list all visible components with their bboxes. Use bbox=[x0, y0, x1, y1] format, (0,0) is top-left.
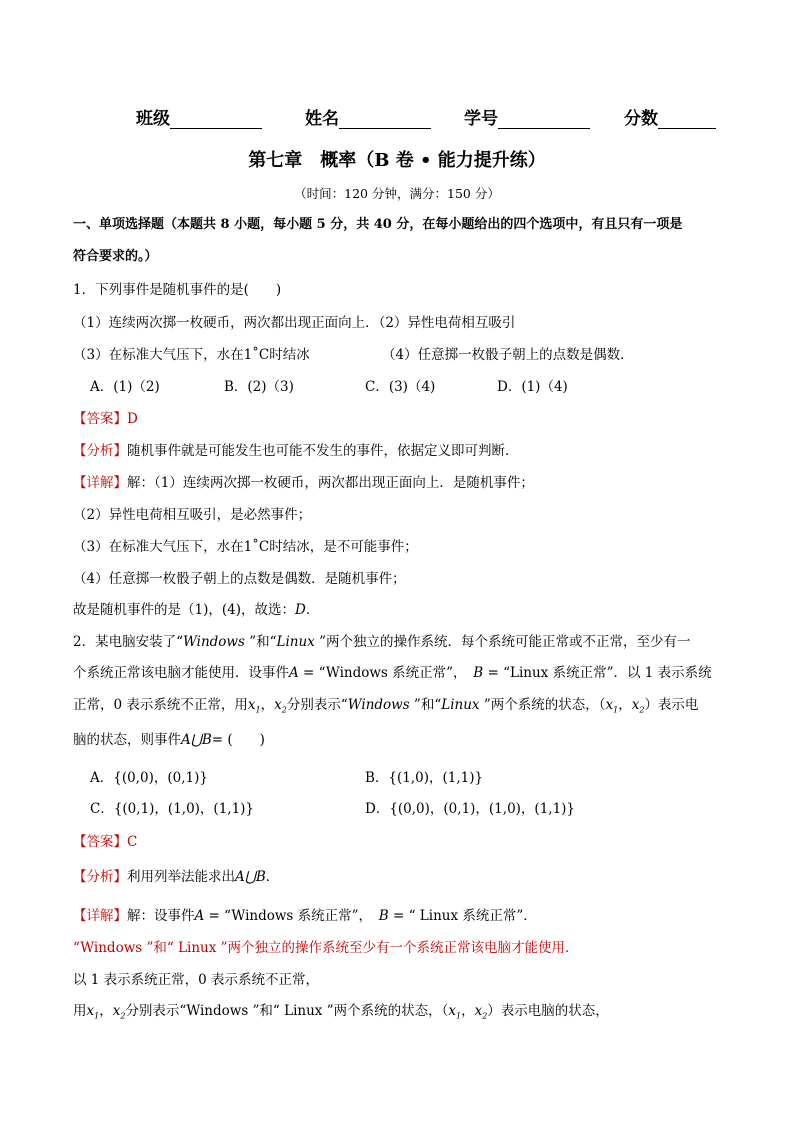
q2-detail-set-b: B bbox=[378, 908, 389, 924]
page-title: 第七章 概率（B 卷 • 能力提升练） bbox=[248, 150, 546, 171]
q2-l3-d: ”两个系统的状态，（ bbox=[479, 697, 606, 713]
q2-l1-a: 2．某电脑安装了“ bbox=[73, 634, 183, 650]
q2-detail bbox=[73, 907, 537, 925]
student-id-label: 学号 bbox=[464, 109, 498, 129]
q2-union: A⋃B bbox=[181, 732, 212, 748]
q1-item-4: （4）任意掷一枚骰子朝上的点数是偶数． bbox=[382, 347, 634, 363]
q2-detail-eq-2: = bbox=[388, 908, 409, 924]
q1-item-3: （3）在标准大气压下，水在1˚C时结冰 bbox=[73, 347, 310, 363]
q2-x2-b: $x_2$ bbox=[631, 697, 645, 715]
q2-l3-e: ）表示电 bbox=[644, 697, 699, 713]
q2-l4-a: 脑的状态，则事件 bbox=[73, 732, 181, 748]
q2-windows-2: Windows bbox=[347, 697, 410, 713]
q1-analysis-text: 随机事件就是可能发生也可能不发生的事件，依据定义即可判断． bbox=[127, 443, 519, 459]
q1-items-1-2: （1）连续两次掷一枚硬币，两次都出现正面向上．（2）异性电荷相互吸引 bbox=[73, 315, 516, 331]
q2-detail-tag: 【详解】 bbox=[73, 908, 127, 924]
q1-analysis bbox=[73, 442, 519, 460]
q2-l3-a: 正常，0 表示系统不正常，用 bbox=[73, 697, 248, 713]
q1-detail-3: （3）在标准大气压下，水在1˚C时结冰，是不可能事件； bbox=[73, 539, 418, 555]
score-label: 分数 bbox=[624, 109, 658, 129]
q1-answer bbox=[73, 410, 138, 428]
q2-l2-c: “Linux 系统正常”．以 1 表示系统 bbox=[503, 665, 712, 681]
q2-option-c: C．{(0,1)，(1,0)，(1,1)} bbox=[90, 801, 255, 817]
q2-eq-1: = bbox=[298, 665, 319, 681]
q2-stem-line3: 正常，0 表示系统不正常，用$x_1$，$x_2$分别表示“Windows ”和“Linux ”两个系统的状态，（$x_1$，$x_2$）表示电 bbox=[73, 697, 699, 715]
q2-detail-set-a: A bbox=[194, 908, 205, 924]
name-field bbox=[305, 104, 431, 129]
q2-last-x1: $x_1$ bbox=[86, 1003, 100, 1021]
q2-last-x2: $x_2$ bbox=[112, 1003, 126, 1021]
q2-option-b: B．{(1,0)，(1,1)} bbox=[365, 770, 484, 786]
student-id-field bbox=[464, 104, 590, 129]
q2-l3-c: ”和“ bbox=[409, 697, 442, 713]
section-heading-line1: 一、单项选择题（本题共 8 小题，每小题 5 分，共 40 分，在每小题给出的四个选项中，有且只有一项是 bbox=[73, 217, 683, 232]
q2-last-x1-b: $x_1$ bbox=[448, 1003, 462, 1021]
score-blank bbox=[658, 112, 716, 129]
q1-conclusion bbox=[73, 601, 319, 619]
q2-last-a: 用 bbox=[73, 1003, 87, 1019]
q2-analysis-text: 利用列举法能求出 bbox=[127, 869, 235, 885]
q2-l3-b: 分别表示“ bbox=[286, 697, 348, 713]
q2-red-line: “Windows ”和“ Linux ”两个独立的操作系统至少有一个系统正常该电脑才能使用． bbox=[73, 940, 579, 956]
q2-l4-b: = ( ) bbox=[211, 732, 265, 748]
q2-set-b: B bbox=[473, 665, 484, 681]
q1-option-a: A．(1)（2) bbox=[90, 379, 160, 395]
q2-answer bbox=[73, 833, 137, 851]
q2-eq-2: = bbox=[483, 665, 504, 681]
q2-linux: Linux bbox=[276, 634, 315, 650]
q1-detail bbox=[73, 474, 534, 492]
q2-stem-line4 bbox=[73, 731, 265, 749]
class-field bbox=[136, 104, 262, 129]
q2-analysis-union: A⋃B bbox=[235, 869, 266, 885]
q2-x1-b: $x_1$ bbox=[605, 697, 619, 715]
class-label: 班级 bbox=[136, 109, 170, 129]
q2-set-a: A bbox=[289, 665, 299, 681]
name-label: 姓名 bbox=[305, 109, 339, 129]
q1-detail-4: （4）任意掷一枚骰子朝上的点数是偶数．是随机事件； bbox=[73, 571, 406, 587]
q2-option-a: A．{(0,0)，(0,1)} bbox=[90, 770, 208, 786]
q2-stem-line1 bbox=[73, 633, 691, 651]
section-heading-line2: 符合要求的。） bbox=[73, 249, 158, 264]
class-blank bbox=[170, 112, 262, 129]
q2-detail-b: “Windows 系统正常”， bbox=[224, 908, 366, 924]
q1-conclusion-end: ． bbox=[305, 602, 320, 618]
q2-l2-b: “Windows 系统正常”， bbox=[318, 665, 460, 681]
score-field bbox=[624, 104, 716, 129]
q2-last-x2-b: $x_2$ bbox=[474, 1003, 488, 1021]
q2-last-b: 分别表示“Windows ”和“ Linux ”两个系统的状态，（ bbox=[125, 1003, 449, 1019]
q2-analysis-end: ． bbox=[265, 869, 280, 885]
q1-option-c: C．(3)（4) bbox=[365, 379, 436, 395]
q2-option-d: D．{(0,0)，(0,1)，(1,0)，(1,1)} bbox=[365, 801, 576, 817]
q1-analysis-tag: 【分析】 bbox=[73, 443, 127, 459]
q1-detail-tag: 【详解】 bbox=[73, 475, 127, 491]
q2-x1: $x_1$ bbox=[247, 697, 261, 715]
q1-stem: 1．下列事件是随机事件的是( ) bbox=[73, 282, 282, 298]
q2-x2: $x_2$ bbox=[274, 697, 287, 715]
q1-detail-2: （2）异性电荷相互吸引，是必然事件； bbox=[73, 507, 312, 523]
student-id-blank bbox=[498, 112, 590, 129]
q2-l1-b: ”和“ bbox=[244, 634, 277, 650]
q1-detail-1: 解：（1）连续两次掷一枚硬币，两次都出现正面向上．是随机事件； bbox=[127, 475, 534, 491]
q2-detail-a: 解：设事件 bbox=[127, 908, 195, 924]
q1-answer-tag: 【答案】 bbox=[73, 411, 127, 427]
q2-l1-c: ”两个独立的操作系统．每个系统可能正常或不正常，至少有一 bbox=[314, 634, 691, 650]
q2-answer-tag: 【答案】 bbox=[73, 834, 127, 850]
page-subtitle: （时间：120 分钟，满分：150 分） bbox=[294, 186, 500, 201]
q2-detail-c: “ Linux 系统正常”． bbox=[408, 908, 537, 924]
q2-analysis-tag: 【分析】 bbox=[73, 869, 127, 885]
q2-binary-line: 以 1 表示系统正常，0 表示系统不正常， bbox=[73, 972, 320, 988]
q2-answer-value: C bbox=[127, 834, 138, 850]
q2-windows: Windows bbox=[183, 634, 245, 650]
q1-option-b: B．(2)（3) bbox=[224, 379, 294, 395]
q2-linux-2: Linux bbox=[441, 697, 480, 713]
name-blank bbox=[339, 112, 431, 129]
q2-l2-a: 个系统正常该电脑才能使用．设事件 bbox=[73, 665, 289, 681]
q1-conclusion-choice: D bbox=[294, 602, 306, 618]
q2-stem-line2 bbox=[73, 664, 712, 682]
q1-answer-value: D bbox=[127, 411, 138, 427]
q1-conclusion-text: 故是随机事件的是（1)，(4)，故选： bbox=[73, 602, 295, 618]
q2-last-line: 用$x_1$，$x_2$分别表示“Windows ”和“ Linux ”两个系统的状态，（$x_1$，$x_2$）表示电脑的状态， bbox=[73, 1003, 609, 1021]
q2-last-c: ）表示电脑的状态， bbox=[487, 1003, 609, 1019]
q2-analysis bbox=[73, 868, 279, 886]
q2-detail-eq-1: = bbox=[204, 908, 225, 924]
q1-option-d: D．(1)（4) bbox=[497, 379, 568, 395]
